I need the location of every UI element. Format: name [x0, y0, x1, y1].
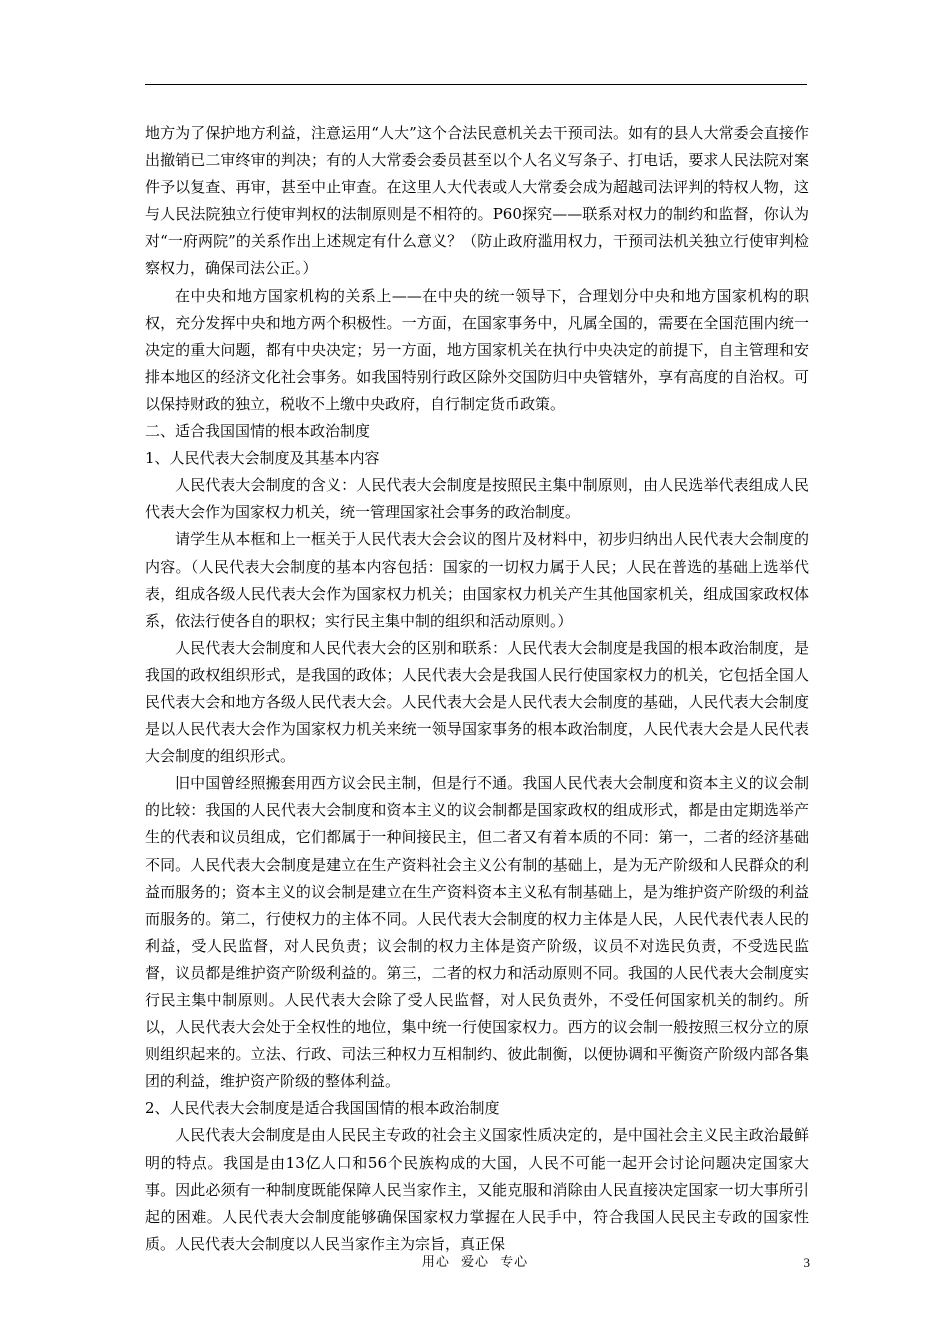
page-footer — [0, 1253, 950, 1273]
paragraph-6: 旧中国曾经照搬套用西方议会民主制，但是行不通。我国人民代表大会制度和资本主义的议会制的比较：我国的人民代表大会制度和资本主义的议会制都是国家政权的组成形式，都是由定期选举产生的代表和议员组成，它们都属于一种间接民主，但二者又有着本质的不同：第一，二者的经济基础不同。人民代表大会制度是建立在生产资料社会主义公有制的基础上，是为无产阶级和人民群众的利益而服务的；资本主义的议会制是建立在生产资料资本主义私有制基础上，是为维护资产阶级的利益而服务的。第二，行使权力的主体不同。人民代表大会制度的权力主体是人民，人民代表代表人民的利益，受人民监督，对人民负责；议会制的权力主体是资产阶级，议员不对选民负责，不受选民监督，议员都是维护资产阶级利益的。第三，二者的权力和活动原则不同。我国的人民代表大会制度实行民主集中制原则。人民代表大会除了受人民监督，对人民负责外，不受任何国家机关的制约。所以，人民代表大会处于全权性的地位，集中统一行使国家权力。西方的议会制一般按照三权分立的原则组织起来的。立法、行政、司法三种权力互相制约、彼此制衡，以便协调和平衡资产阶级内部各集团的利益，维护资产阶级的整体利益。 — [145, 774, 809, 1091]
paragraph-5: 人民代表大会制度和人民代表大会的区别和联系：人民代表大会制度是我国的根本政治制度，是我国的政权组织形式，是我国的政体；人民代表大会是我国人民行使国家权力的机关，它包括全国人民代表大会和地方各级人民代表大会。人民代表大会是人民代表大会制度的基础，人民代表大会制度是以人民代表大会作为国家权力机关来统一领导国家事务的根本政治制度，人民代表大会是人民代表大会制度的组织形式。 — [145, 638, 809, 766]
paragraph-2: 在中央和地方国家机构的关系上——在中央的统一领导下，合理划分中央和地方国家机构的职权，充分发挥中央和地方两个积极性。一方面，在国家事务中，凡属全国的，需要在全国范围内统一决定的重大问题，都有中央决定；另一方面，地方国家机关在执行中央决定的前提下，自主管理和安排本地区的经济文化社会事务。如我国特别行政区除外交国防归中央管辖外，享有高度的自治权。可以保持财政的独立，税收不上缴中央政府，自行制定货币政策。 — [145, 286, 809, 413]
footer-motto: 用心 爱心 专心 — [421, 1255, 529, 1270]
paragraph-4: 请学生从本框和上一框关于人民代表大会会议的图片及材料中，初步归纳出人民代表大会制度的内容。（人民代表大会制度的基本内容包括：国家的一切权力属于人民；人民在普选的基础上选举代表，组成各级人民代表大会作为国家权力机关；由国家权力机关产生其他国家机关，组成国家政权体系，依法行使各自的职权；实行民主集中制的组织和活动原则。） — [145, 530, 809, 630]
section-heading-2: 二、适合我国国情的根本政治制度 — [145, 422, 371, 441]
paragraph-7: 人民代表大会制度是由人民民主专政的社会主义国家性质决定的，是中国社会主义民主政治最鲜明的特点。我国是由13亿人口和56个民族构成的大国，人民不可能一起开会讨论问题决定国家大事。因此必须有一种制度既能保障人民当家作主，又能克服和消除由人民直接决定国家一切大事所引起的困难。人民代表大会制度能够确保国家权力掌握在人民手中，符合我国人民民主专政的国家性质。人民代表大会制度以人民当家作主为宗旨，真正保 — [145, 1126, 809, 1253]
paragraph-1: 地方为了保护地方利益，注意运用“人大”这个合法民意机关去干预司法。如有的县人大常委会直接作出撤销已二审终审的判决；有的人大常委会委员甚至以个人名义写条子、打电话，要求人民法院对案件予以复查、再审，甚至中止审查。在这里人大代表或人大常委会成为超越司法评判的特权人物，这与人民法院独立行使审判权的法制原则是不相符的。P60探究——联系对权力的制约和监督，你认为对“一府两院”的关系作出上述规定有什么意义？（防止政府滥用权力，干预司法机关独立行使审判检察权力，确保司法公正。） — [145, 124, 809, 278]
paragraph-3: 人民代表大会制度的含义：人民代表大会制度是按照民主集中制原则，由人民选举代表组成人民代表大会作为国家权力机关，统一管理国家社会事务的政治制度。 — [145, 476, 809, 522]
subsection-heading-1: 1、人民代表大会制度及其基本内容 — [145, 449, 380, 468]
page-number: 3 — [803, 1255, 810, 1270]
document-body — [145, 120, 809, 1258]
header-rule — [145, 84, 807, 85]
subsection-heading-2: 2、人民代表大会制度是适合我国国情的根本政治制度 — [145, 1099, 500, 1118]
